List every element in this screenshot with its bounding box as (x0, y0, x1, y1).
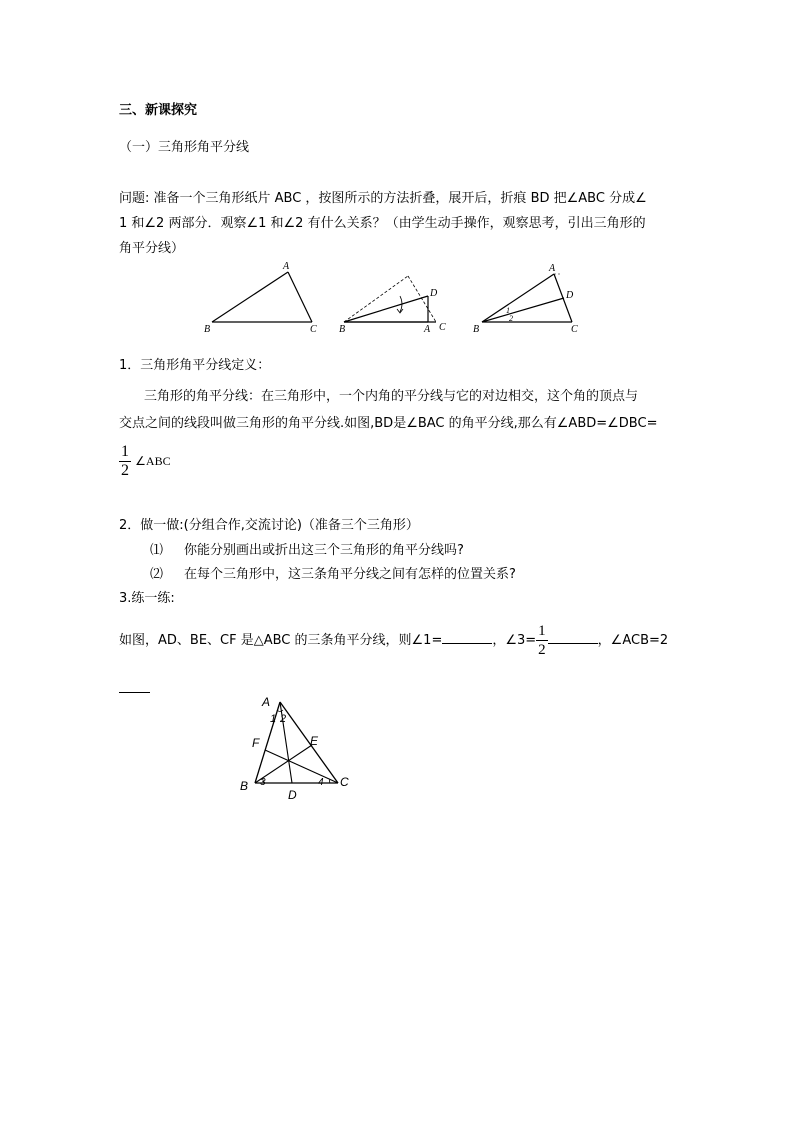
activity-item-1 (150, 539, 464, 558)
label-1: 1 (270, 713, 277, 725)
label-2: 2 (280, 713, 287, 725)
label-a1: A (283, 261, 290, 272)
blank-angle3[interactable] (548, 631, 598, 644)
label-B: B (240, 779, 249, 793)
label-angle1: 1 (506, 306, 510, 315)
label-b3: B (473, 324, 480, 335)
definition-fraction-row (119, 443, 171, 480)
activity-heading: 2．做一做:(分组合作,交流讨论)（准备三个三角形） (119, 518, 419, 533)
fraction-denominator: 2 (121, 462, 129, 479)
definition-heading: 1．三角形角平分线定义： (119, 358, 271, 373)
practice-q-part1: 如图，AD、BE、CF 是△ABC 的三条角平分线，则∠1= (119, 633, 443, 648)
practice-question (119, 622, 668, 659)
activity-item-2-text: 在每个三角形中，这三条角平分线之间有怎样的位置关系? (184, 567, 516, 582)
half-fraction (119, 443, 131, 480)
activity-item-1-num: ⑴ (150, 543, 164, 558)
section-title: 三、新课探究 (119, 103, 198, 118)
practice-q-part3: ，∠ACB=2 (597, 633, 669, 648)
label-4: 4 (318, 777, 324, 788)
label-d3: D (566, 290, 574, 301)
subsection-title: （一）三角形角平分线 (119, 140, 250, 155)
label-c1: C (310, 324, 317, 335)
activity-item-2-num: ⑵ (150, 567, 164, 582)
label-b1: B (204, 324, 211, 335)
triangle-folded (339, 276, 446, 335)
label-F: F (252, 736, 260, 750)
label-c3: C (571, 324, 578, 335)
label-a3: A (549, 263, 556, 274)
definition-line-1: 三角形的角平分线：在三角形中，一个内角的平分线与它的对边相交，这个角的顶点与 (144, 389, 639, 404)
label-angle2: 2 (509, 314, 513, 323)
activity-item-1-text: 你能分别画出或折出这三个三角形的角平分线吗? (184, 543, 464, 558)
triangle-abc-bisectors (240, 695, 349, 800)
bisector-figure (236, 690, 356, 800)
fraction-numerator: 1 (121, 443, 129, 460)
problem-text (119, 186, 679, 261)
folding-figure (200, 258, 600, 338)
label-a2: A (424, 324, 431, 335)
problem-line-2: 1 和∠2 两部分．观察∠1 和∠2 有什么关系？（由学生动手操作，观察思考，引出三角形的 (119, 216, 646, 231)
practice-heading: 3.练一练: (119, 591, 175, 606)
triangle-bisected (473, 263, 578, 335)
label-b2: B (339, 324, 346, 335)
label-A: A (262, 695, 271, 709)
problem-line-1: 问题: 准备一个三角形纸片 ABC ，按图所示的方法折叠，展开后，折痕 BD 把∠ABC 分成∠ (119, 191, 647, 206)
label-E: E (310, 734, 319, 748)
triangle-abc (204, 261, 317, 335)
blank-continuation[interactable] (119, 692, 150, 693)
label-3: 3 (260, 777, 266, 788)
practice-frac-den: 2 (538, 642, 546, 658)
activity-item-2 (150, 563, 516, 582)
label-C: C (340, 775, 349, 789)
blank-angle1[interactable] (442, 631, 492, 644)
practice-fraction (536, 622, 548, 659)
angle-abc-text: ∠ABC (135, 454, 171, 468)
problem-line-3: 角平分线） (119, 241, 185, 256)
practice-q-part2: ，∠3= (492, 633, 537, 648)
label-c2: C (439, 322, 446, 333)
practice-frac-num: 1 (538, 623, 546, 639)
label-D: D (288, 788, 297, 800)
label-d2: D (430, 288, 438, 299)
definition-line-2: 交点之间的线段叫做三角形的角平分线.如图,BD是∠BAC 的角平分线,那么有∠ABD=∠DBC= (119, 416, 658, 431)
